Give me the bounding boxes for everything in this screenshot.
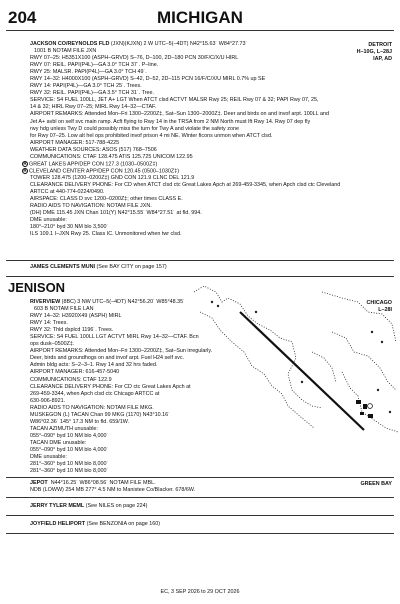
text-line: 269-459-3344, when Apch clsd ctc Chicago ARTCC at [30,390,160,397]
text-line: 281°–360° byd 10 NM blo 8,000´ [30,461,109,468]
section-title: JENISON [8,280,66,295]
text-line: SERVICE: S4 FUEL 100LL LGT ACTVT MIRL Rwy 14–32—CTAF. Bcn [30,334,199,341]
text-line: 055°–090° byd 10 NM blo 4,000´ [30,432,109,439]
text-line: RWY 14: Trees. [30,320,68,327]
text-line: ILS 109.1 I–JXN Rwy 25. Class IC. Unmonitored when twr clsd. [30,231,182,238]
page-title: MICHIGAN [157,8,243,27]
text-line: RWY 14: PAPI(P4L)—GA 3.0° TCH 25´. Trees. [30,83,142,90]
airport-elevation: 603 B NOTAM FILE LAN [34,306,94,313]
text-line: CLEARANCE DELIVERY PHONE: For CD ctc Great Lakes Apch at [30,383,191,390]
ndb-info: NDB (LOWW) 254 MB 277° 4.5 NM to Manistee Co/Blacker. 678/6W. [30,487,196,494]
text-line: Deer, birds and groundhogs on and invof arpt. Fuel H24 self svc. [30,355,185,362]
radar-r-icon: R [23,160,27,166]
text-line: TACAN AZIMUTH unusable: [30,425,98,432]
text-line: 630-906-8921. [30,397,66,404]
text-line: TACAN DME unusable: [30,439,87,446]
page-number: 204 [8,8,37,27]
text-line: Jet A+ avbl on self svc main ramp. Acft flying to Rwy 14 in the TRSA from 2 NM North must lft Rwy 14. Rwy 07 dep fly [30,118,311,125]
text-line: TOWER 128.475 (1200–0200Z‡) GND CON 121.9 CLNC DEL 121.9 [30,174,195,181]
jepot-entry [30,480,330,494]
text-line: RWY 14–32: H3920X49 (ASPH) MIRL [30,313,122,320]
chart-ref: CHICAGO [366,300,392,306]
divider [6,533,394,534]
divider [6,477,394,478]
text-line: WEATHER DATA SOURCES: ASOS (517) 768–7506 [30,146,157,153]
text-line: CLEARANCE DELIVERY PHONE: For CD when ATCT clsd ctc Great Lakes Apch at 269-459-3345, when Apch clsd ctc Cleveland [30,181,340,188]
text-line: RWY 32: REIL. PAPI(P4L)—GA 3.5° TCH 31´. Tree. [30,90,154,97]
text-line: MUSKEGON (L) TACAN Chan 99 MKG (1170) N43°10.16´ [30,411,170,418]
text-line: W86°02.36´ 145° 17.3 NM to fld. 659/1W. [30,418,129,425]
tree-icons [211,301,391,413]
cross-ref-entry [30,503,147,510]
text-line: DME unusable: [30,454,67,461]
cross-ref-entry [30,264,167,271]
radar-r-icon: R [23,167,27,173]
divider [6,260,394,261]
text-line: RWY 07: REIL. PAPI(P4L)—GA 3.0° TCH 37´. P–line. [30,62,159,69]
text-line: rwy hdg unless Twy D could possibly miss the turn for Twy A and violate the safety zone [30,125,239,132]
airport-name: JAMES CLEMENTS MUNI [30,264,95,270]
airport-name: JOYFIELD HELIPORT [30,521,86,527]
chart-ref: H–10G, L–28J [356,49,392,55]
text-line: RWY 32: Thld dsplcd 1196´. Trees. [30,327,114,334]
text-line: SERVICE: S4 FUEL 100LL, JET A+ LGT When ATCT clsd ACTVT MALSR Rwy 25; REIL Rwy 07 & 32; PAPI Rwy 07, 25, [30,97,319,104]
airport-diagram [192,272,400,444]
airport-name: JERRY TYLER MEML [30,503,85,509]
text-line: 055°–090° byd 10 NM blo 4,000´ [30,446,109,453]
text-line: RWY 14–32: H4000X100 (ASPH–GRVD) S–42, D–52, 2D–115 PCN 16/F/C/X/U MIRL 0.7% up SE [30,76,266,83]
buildings [356,400,373,418]
airport-name: RIVERVIEW [30,299,61,305]
text-line: 281°–360° byd 10 NM blo 8,000´ [30,468,109,475]
text-line: AIRPORT MANAGER: 616-457-5040 [30,369,120,376]
fix-name: JEPOT [30,480,48,486]
divider [6,497,394,498]
text-line: RADIO AIDS TO NAVIGATION: NOTAM FILE JXN. [30,203,152,210]
jackson-entry [23,41,340,238]
chart-ref: DETROIT [368,42,392,48]
text-line: AIRPORT MANAGER: 517-788-4225 [30,139,120,146]
cross-ref-text: (See BAY CITY on page 157) [96,264,167,270]
text-line: AIRSPACE: CLASS D svc 1200–0200Z‡; other times CLASS E. [30,196,183,203]
tree-line [194,286,398,432]
text-line: RWY 25: MALSR. PAPI(P4L)—GA 3.0° TCH 49´. [30,69,147,76]
text-line: 180°–210° byd 30 NM blo 3,500´ [30,224,109,231]
text-line: COMMUNICATIONS: CTAF 122.9 [30,376,112,383]
airport-location: (JXN)(KJXN) 2 W UTC–5(–4DT) N42°15.63´ W84°27.73´ [110,41,248,47]
cross-ref-entry [30,521,160,528]
fix-location: N44°16.25´ W86°08.56´ NOTAM FILE MBL. [50,480,156,486]
text-line: DME unusable: [30,217,67,224]
text-line: CLEVELAND CENTER APP/DEP CON 120.45 (0500–1030Z‡) [29,168,180,175]
chart-refs [357,42,392,63]
text-line: Admin bldg acts: S–2–3–1. Rwy 14 and 32 hrs faded. [30,362,158,369]
text-line: for Rwy 07–25. Low alt hel ops prohibited invof prison 4 mi NE. Winter ficons unmon when ATCT clsd. [30,132,273,139]
airport-location: (8BC) 3 NW UTC–5(–4DT) N42°56.20´ W85°48.35´ [61,299,185,305]
runway [240,312,364,430]
text-line: RWY 07–25: H5351X100 (ASPH–GRVD) S–76, D–100, 2D–180 PCN 30/F/C/X/U HIRL [30,55,239,62]
text-line: ops dusk–0500Z‡. [30,341,75,348]
chart-ref: GREEN BAY [360,481,392,487]
text-line: RADIO AIDS TO NAVIGATION: NOTAM FILE MKG. [30,404,154,411]
effective-dates: EC, 3 SEP 2026 to 29 OCT 2026 [160,589,240,595]
text-line: 14 & 32; HIRL Rwy 07–25; MIRL Rwy 14–32—CTAF. [30,104,157,111]
chart-ref: L–28I [378,307,392,313]
cross-ref-text: (See BENZONIA on page 160) [86,521,161,527]
chart-ref: IAP, AD [373,56,392,62]
beacon-icon [368,404,373,409]
text-line: COMMUNICATIONS: CTAF 128.475 ATIS 125.725 UNICOM 122.95 [30,153,193,160]
text-line: AIRPORT REMARKS: Attended Mon–Fri 1300–2200Z‡, Sat–Sun irregularly. [30,348,213,355]
header-rule [6,30,394,31]
text-line: AIRPORT REMARKS: Attended Mon–Fri 1300–2200Z‡, Sat–Sun 1300–2000Z‡. Deer and birds on and invof arpt. 100LL and [30,111,329,118]
text-line: (DH) DME 115.45 JXN Chan 101(Y) N42°15.55´ W84°27.51´ at fld. 994. [30,210,202,217]
airport-elevation: 1001 B NOTAM FILE JXN [34,48,97,55]
airport-name: JACKSON CO/REYNOLDS FLD [30,41,110,47]
text-line: ARTCC at 440-774-0224/0490. [30,188,105,195]
cross-ref-text: (See NILES on page 224) [85,503,148,509]
divider [6,515,394,516]
text-line: GREAT LAKES APP/DEP CON 127.3 (1030–0500Z‡) [29,161,158,168]
